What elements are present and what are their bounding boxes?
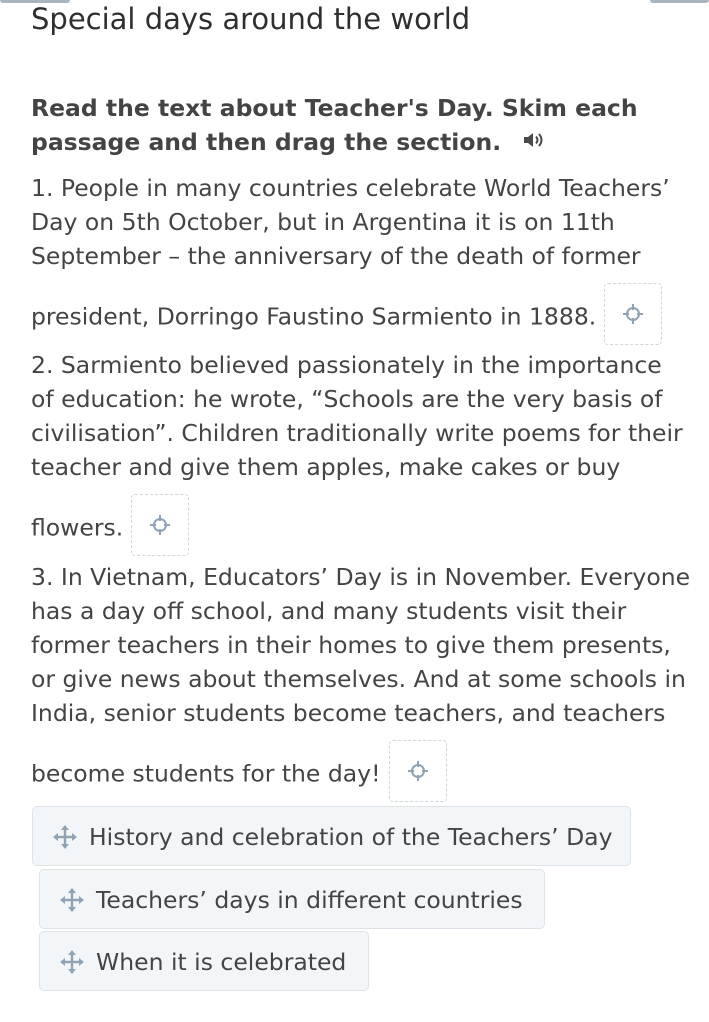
drag-option-2-label: Teachers’ days in different countries: [96, 886, 523, 914]
passage-3-last-line: [31, 744, 691, 806]
passage-1: [31, 171, 691, 349]
passage-2-text: 2. Sarmiento believed passionately in the importance of education: he wrote, “Schools are the very basis of civilisation”. Children traditionally write poems for their teacher and give them apples, make cakes or buy: [31, 351, 683, 481]
move-icon: [53, 825, 77, 849]
speaker-icon[interactable]: [523, 124, 545, 158]
passage-1-last-line-text: president, Dorringo Faustino Sarmiento in 1888.: [31, 302, 597, 331]
passage-3: [31, 560, 691, 806]
passage-1-last-line: [31, 287, 691, 349]
passage-3-text: 3. In Vietnam, Educators’ Day is in November. Everyone has a day off school, and many students visit their former teachers in their homes to give them presents, or give news about themselves. And at some schools in India, senior students become teachers, and teachers: [31, 563, 691, 727]
drag-option-1-label: History and celebration of the Teachers’ Day: [89, 823, 613, 851]
passage-2-last-line-text: flowers.: [31, 513, 124, 542]
top-tab-right: [650, 0, 709, 3]
drop-slot-2[interactable]: [131, 494, 189, 556]
passage-2: [31, 348, 691, 560]
drag-option-3[interactable]: [39, 931, 369, 991]
page-title: Special days around the world: [31, 2, 471, 36]
drag-option-1[interactable]: [32, 806, 631, 866]
crosshair-icon: [406, 759, 430, 783]
drop-slot-3[interactable]: [389, 740, 447, 802]
passage-1-text: 1. People in many countries celebrate World Teachers’ Day on 5th October, but in Argentina it is on 11th September – the anniversary of the death of former: [31, 174, 670, 270]
move-icon: [60, 888, 84, 912]
task-instruction: [31, 91, 671, 161]
crosshair-icon: [621, 302, 645, 326]
drop-slot-1[interactable]: [604, 283, 662, 345]
drag-option-3-label: When it is celebrated: [96, 948, 347, 976]
crosshair-icon: [148, 513, 172, 537]
instruction-text: Read the text about Teacher's Day. Skim each passage and then drag the section.: [31, 94, 638, 156]
passage-2-last-line: [31, 498, 691, 560]
passage-3-last-line-text: become students for the day!: [31, 759, 381, 788]
drag-option-2[interactable]: [39, 869, 545, 929]
move-icon: [60, 950, 84, 974]
